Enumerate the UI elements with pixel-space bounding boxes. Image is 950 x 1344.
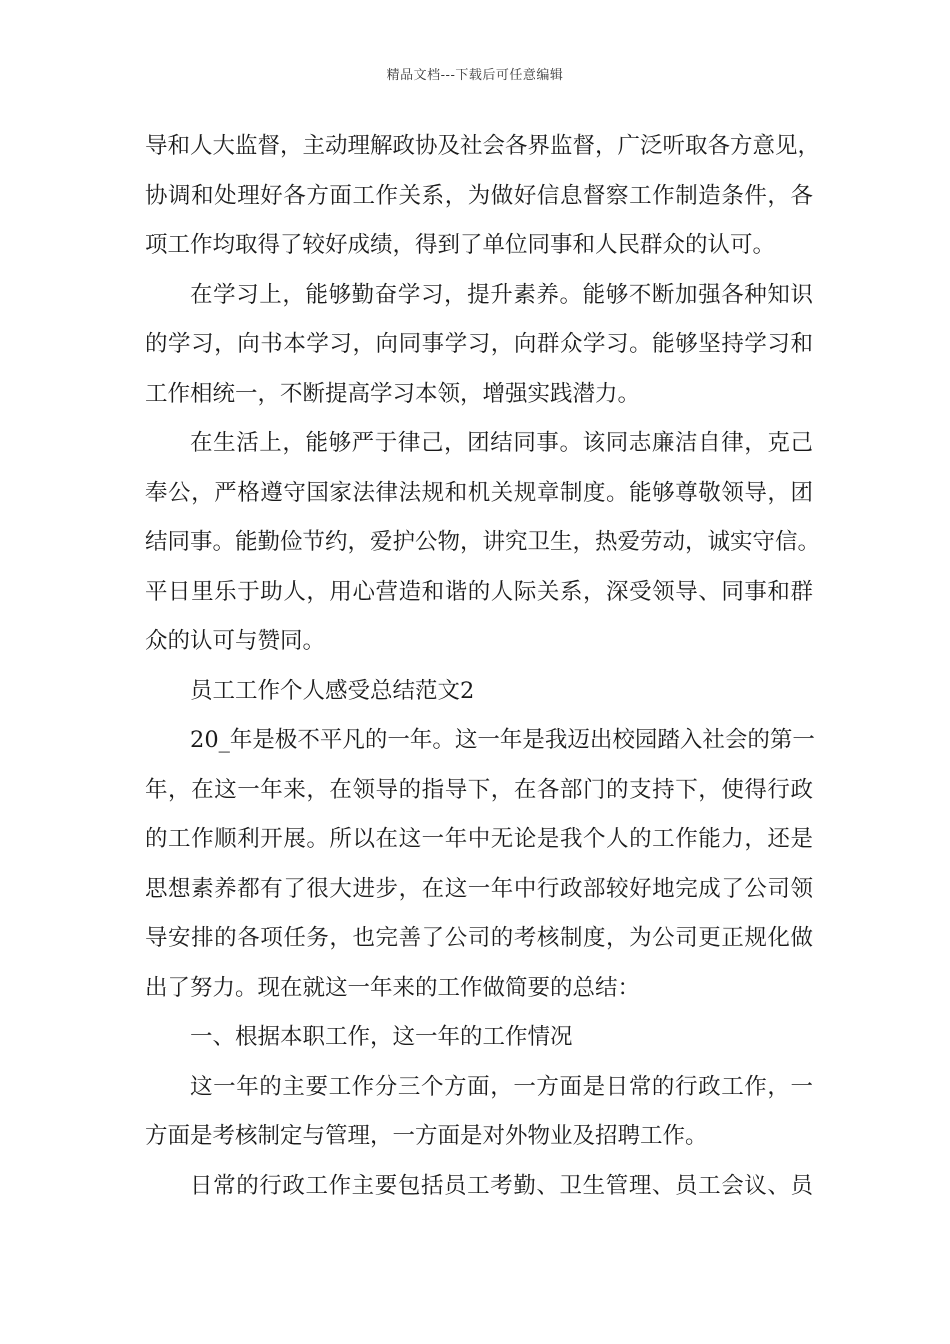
text-line: 结同事。能勤俭节约，爱护公物，讲究卫生，热爱劳动，诚实守信。 — [145, 529, 821, 555]
text-line: 导安排的各项任务，也完善了公司的考核制度，为公司更正规化做 — [145, 925, 813, 951]
section-heading: 一、根据本职工作，这一年的工作情况 — [190, 1024, 573, 1050]
text-line: 日常的行政工作主要包括员工考勤、卫生管理、员工会议、员 — [190, 1172, 813, 1199]
text-line: 思想素养都有了很大进步，在这一年中行政部较好地完成了公司领 — [145, 875, 813, 902]
text-line: 项工作均取得了较好成绩，得到了单位同事和人民群众的认可。 — [145, 232, 776, 258]
text-line: 在生活上，能够严于律己，团结同事。该同志廉洁自律，克己 — [190, 430, 813, 456]
text-line: 出了努力。现在就这一年来的工作做简要的总结： — [145, 974, 641, 1001]
text-line: 的学习，向书本学习，向同事学习，向群众学习。能够坚持学习和 — [145, 331, 813, 357]
document-body — [145, 122, 821, 1211]
text-line: 方面是考核制定与管理，一方面是对外物业及招聘工作。 — [145, 1123, 708, 1149]
text-line: 众的认可与赞同。 — [145, 628, 326, 654]
text-line: 这一年的主要工作分三个方面，一方面是日常的行政工作，一 — [190, 1073, 813, 1100]
text-line: 协调和处理好各方面工作关系，为做好信息督察工作制造条件，各 — [145, 182, 813, 209]
page-header: 精品文档---下载后可任意编辑 — [386, 68, 564, 83]
text-line: 奉公，严格遵守国家法律法规和机关规章制度。能够尊敬领导，团 — [145, 479, 813, 506]
text-line: 平日里乐于助人，用心营造和谐的人际关系，深受领导、同事和群 — [145, 578, 813, 605]
text-line: 年，在这一年来，在领导的指导下，在各部门的支持下，使得行政 — [145, 776, 813, 803]
text-line: 导和人大监督，主动理解政协及社会各界监督，广泛听取各方意见， — [145, 133, 821, 159]
text-line: 工作相统一，不断提高学习本领，增强实践潜力。 — [145, 380, 641, 407]
text-line: 在学习上，能够勤奋学习，提升素养。能够不断加强各种知识 — [190, 281, 813, 308]
text-line: 20_年是极不平凡的一年。这一年是我迈出校园踏入社会的第一 — [190, 727, 815, 753]
section-heading: 员工工作个人感受总结范文2 — [190, 677, 475, 704]
text-line: 的工作顺利开展。所以在这一年中无论是我个人的工作能力，还是 — [145, 826, 813, 852]
